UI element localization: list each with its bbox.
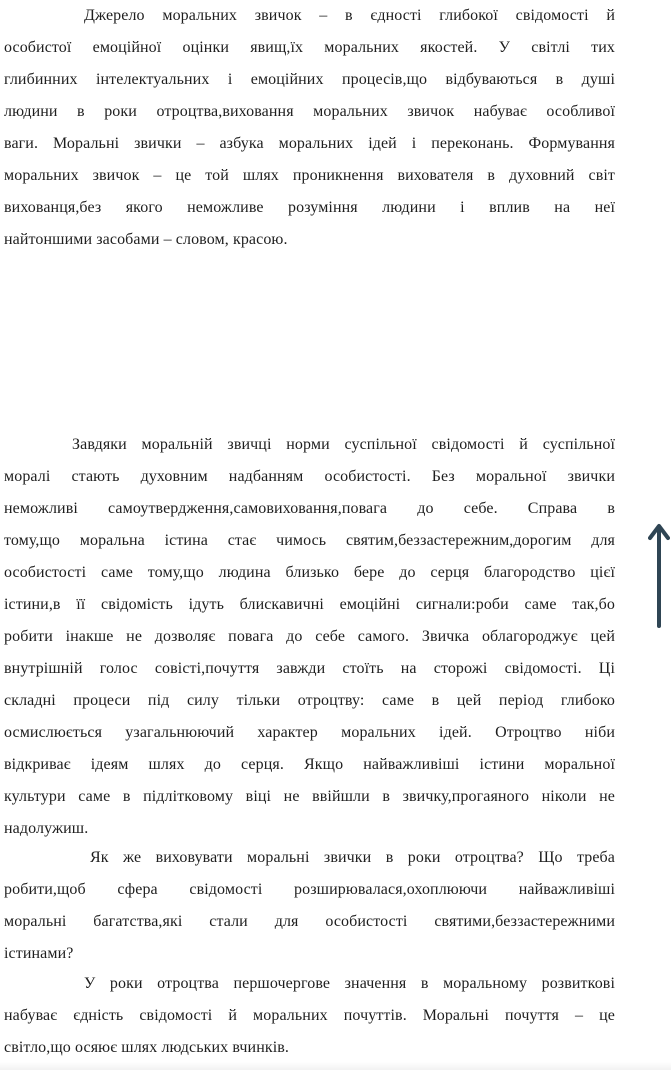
text-line: робити,щоб сфера свідомості розширювалася,охоплюючи найважливіші xyxy=(4,881,615,898)
text-line: моралі стають духовним надбанням особистості. Без моральної звички xyxy=(4,468,615,485)
text-line: особистості саме тому,що людина близько бере до серця благородство цієї xyxy=(4,564,615,581)
paragraph-1 xyxy=(4,0,615,256)
text-line: Як же виховувати моральні звички в роки отроцтва? Що треба xyxy=(90,849,615,866)
paragraph-3 xyxy=(4,842,615,970)
text-line: істинами? xyxy=(4,945,74,962)
text-line: людини в роки отроцтва,виховання моральних звичок набуває особливої xyxy=(4,103,615,120)
text-line: вихованця,без якого неможливе розуміння людини і вплив на неї xyxy=(4,199,615,216)
text-line: моральні багатства,які стали для особистості святими,беззастережними xyxy=(4,913,615,930)
text-line: Завдяки моральній звичці норми суспільної свідомості й суспільної xyxy=(72,436,615,453)
text-line: тому,що моральна істина стає чимось святим,беззастережним,дорогим для xyxy=(4,532,615,549)
text-line: істини,в її свідомість ідуть блискавичні емоційні сигнали:роби саме так,бо xyxy=(4,596,615,613)
text-line: неможливі самоутвердження,самовиховання,повага до себе. Справа в xyxy=(4,500,615,517)
text-line: культури саме в підлітковому віці не ввійшли в звичку,прогаяного ніколи не xyxy=(4,788,615,805)
text-line: осмислюється узагальнюючий характер моральних ідей. Отроцтво ніби xyxy=(4,724,615,741)
text-line: найтоншими засобами – словом, красою. xyxy=(4,231,288,248)
text-line: У роки отроцтва першочергове значення в моральному розвиткові xyxy=(84,975,615,992)
up-arrow-icon[interactable] xyxy=(648,522,670,630)
text-line: складні процеси під силу тільки отроцтву: саме в цей період глибоко xyxy=(4,692,615,709)
paragraph-4 xyxy=(4,968,615,1064)
text-line: набуває єдність свідомості й моральних почуттів. Моральні почуття – це xyxy=(4,1007,615,1024)
paragraph-2 xyxy=(4,429,615,845)
text-line: ваги. Моральні звички – азбука моральних ідей і переконань. Формування xyxy=(4,135,615,152)
page-edge xyxy=(0,1062,671,1070)
text-line: моральних звичок – це той шлях проникнення вихователя в духовний світ xyxy=(4,167,615,184)
text-line: відкриває ідеям шлях до серця. Якщо найважливіші істини моральної xyxy=(4,756,615,773)
text-line: Джерело моральних звичок – в єдності глибокої свідомості й xyxy=(84,7,615,24)
text-line: світло,що осяює шлях людських вчинків. xyxy=(4,1039,290,1056)
text-line: особистої емоційної оцінки явищ,їх моральних якостей. У світлі тих xyxy=(4,39,615,56)
text-line: робити інакше не дозволяє повага до себе самого. Звичка облагороджує цей xyxy=(4,628,615,645)
text-line: надолужиш. xyxy=(4,820,89,837)
text-line: глибинних інтелектуальних і емоційних процесів,що відбуваються в душі xyxy=(4,71,615,88)
text-line: внутрішній голос совісті,почуття завжди стоїть на сторожі свідомості. Ці xyxy=(4,660,615,677)
